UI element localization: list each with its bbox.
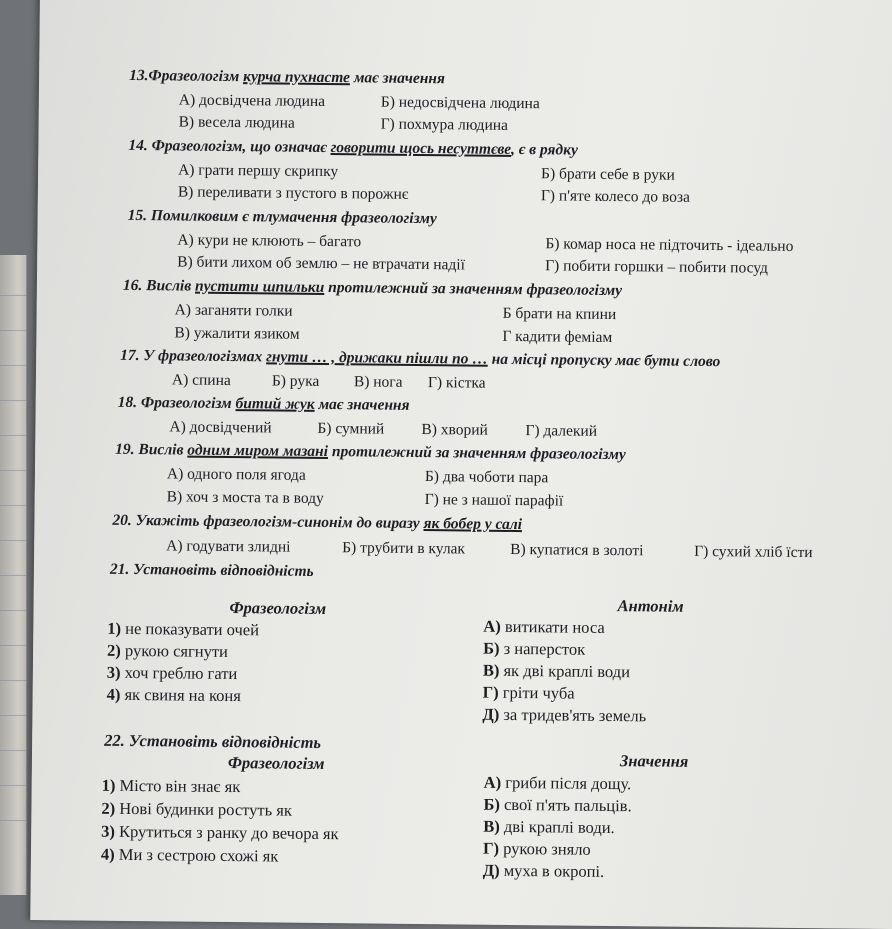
q21-left-item-2: 2) рукою сягнути [106,640,229,662]
q22-left-item-2: 2) Нові будинки ростуть як [101,798,293,820]
q14-option-c: В) переливати з пустого в порожнє [177,183,409,203]
q16-option-d: Г кадити феміам [502,327,613,347]
question-17: 17. У фразеологізмах гнути … , дрижаки пішли по … на місці пропуску має бути слово [120,346,721,371]
q22-right-item-e: Д) муха в окропі. [482,860,605,881]
q18-option-c: В) хворий [421,421,488,439]
q20-option-c: В) купатися в золоті [510,540,644,560]
q22-right-item-c: В) дві краплі води. [483,816,615,838]
q14-option-d: Г) п'яте колесо до воза [540,187,690,206]
q22-right-item-a: А) гриби після дощу. [483,772,632,794]
q13-option-c: В) весела людина [178,113,295,132]
q22-left-header: Фразеологізм [227,753,325,774]
q22-left-item-4: 4) Ми з сестрою схожі як [100,844,279,866]
q22-left-item-1: 1) Місто він знає як [101,775,241,797]
q15-option-c: В) бити лихом об землю – не втрачати надії [177,253,466,274]
q13-option-b: Б) недосвідчена людина [380,93,540,113]
question-18: 18. Фразеологізм битий жук має значення [117,393,410,414]
q13-option-a: А) досвідчена людина [178,91,326,110]
question-19: 19. Вислів одним миром мазані протилежний за значенням фразеологізму [115,440,626,464]
q21-left-item-4: 4) як свиня на коня [106,684,241,706]
q22-left-item-3: 3) Крутиться з ранку до вечора як [101,821,339,844]
q18-option-a: А) досвідчений [169,418,272,437]
q19-option-c: В) хоч з моста та в воду [166,488,324,507]
q20-option-b: Б) трубити в кулак [342,539,466,558]
q22-right-item-d: Г) рукою зняло [482,838,591,859]
question-21: 21. Установіть відповідність [109,560,314,580]
q21-right-item-d: Г) гріти чуба [482,682,575,703]
q22-right-header: Значення [619,751,689,771]
q15-option-b: Б) комар носа не підточить - ідеально [545,235,794,255]
q19-option-b: Б) два чоботи пара [424,468,549,487]
q20-option-a: А) годувати злидні [166,537,291,556]
q21-right-item-c: В) як дві краплі води [482,660,631,682]
question-15: 15. Помилковим є тлумачення фразеологізму [127,206,437,228]
q21-right-header: Антонім [617,596,684,616]
q14-option-b: Б) брати себе в руки [541,165,675,184]
q18-option-d: Г) далекий [525,422,598,440]
question-20: 20. Укажіть фразеологізм-синонім до виразу як бобер у салі [112,511,523,534]
q21-right-item-a: А) витикати носа [483,616,605,637]
q16-option-b: Б брати на кпини [502,304,617,324]
q20-option-d: Г) сухий хліб їсти [694,542,813,562]
q15-option-d: Г) побити горшки – побити посуд [545,257,769,277]
question-13: 13.Фразеологізм курча пухнасте має значення [129,66,446,88]
q22-right-item-b: Б) свої п'ять пальців. [483,794,632,816]
adjacent-notebook-page [0,255,27,895]
question-16: 16. Вислів пустити шпильки протилежний за значенням фразеологізму [122,276,623,300]
q16-option-c: В) ужалити язиком [174,324,300,343]
q21-left-header: Фразеологізм [229,598,327,619]
worksheet-page [30,0,892,929]
q17-option-a: А) спина [171,371,231,390]
q17-option-d: Г) кістка [427,374,486,392]
q13-option-d: Г) похмура людина [380,115,509,134]
q21-left-item-3: 3) хоч греблю гати [106,662,238,684]
q21-right-item-e: Д) за тридев'ять земель [482,704,647,726]
q19-option-d: Г) не з нашої парафії [424,491,564,510]
q21-right-item-b: Б) з наперсток [483,638,586,659]
q17-option-c: В) нога [353,373,403,391]
q17-option-b: Б) рука [271,372,320,390]
q21-left-item-1: 1) не показувати очей [107,618,260,640]
q19-option-a: А) одного поля ягода [166,465,306,484]
question-22: 22. Установіть відповідність [104,730,322,752]
q18-option-b: Б) сумний [317,419,385,438]
q14-option-a: А) грати першу скрипку [178,161,339,181]
q15-option-a: А) кури не клюють – багато [177,231,362,251]
q16-option-a: А) заганяти голки [174,301,293,320]
question-14: 14. Фразеологізм, що означає говорити щось несуттєве, є в рядку [128,136,578,159]
